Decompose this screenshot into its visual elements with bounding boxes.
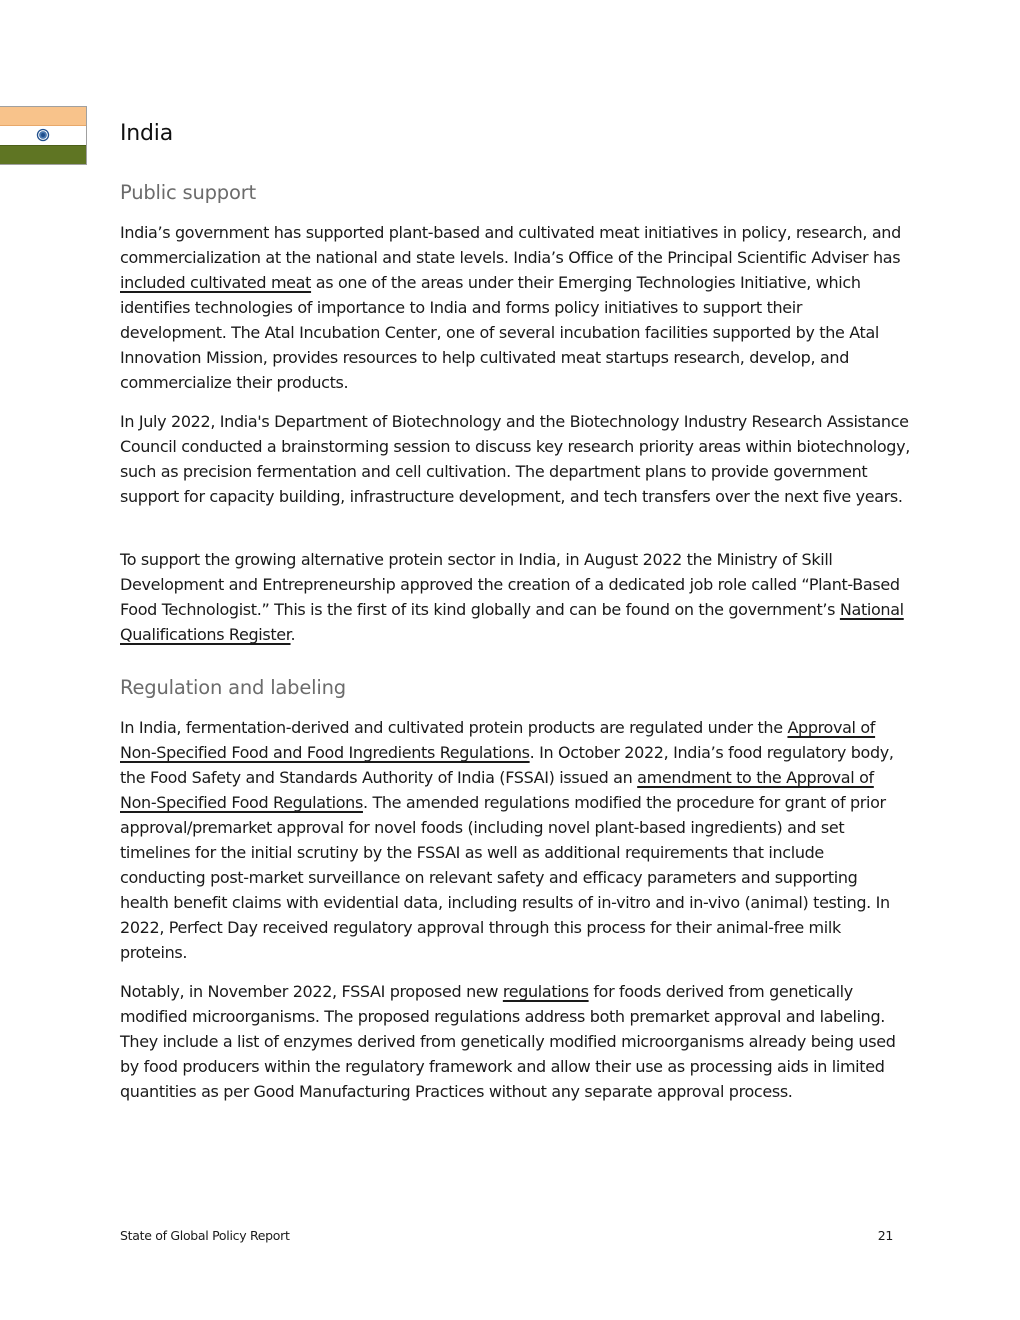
link-regulations[interactable]: regulations xyxy=(502,982,589,1001)
paragraph xyxy=(120,715,910,965)
india-flag-icon xyxy=(0,106,87,165)
link-approval-non-specified-food-regulations[interactable]: Approval of Non-Specified Food and Food Ingredients Regulations xyxy=(120,718,876,762)
page-title: India xyxy=(120,121,173,146)
paragraph-text: India’s government has supported plant-based and cultivated meat initiatives in policy, research, and commercialization at the national and state levels. India’s Office of the Principal Scientific Adviser has xyxy=(120,223,901,267)
link-amendment-approval-regulations[interactable]: amendment to the Approval of Non-Specified Food Regulations xyxy=(120,768,874,812)
flag-saffron-band xyxy=(0,107,86,126)
flag-white-band xyxy=(0,126,86,145)
section-heading-regulation-labeling: Regulation and labeling xyxy=(120,676,346,699)
link-national-qualifications-register[interactable]: National Qualifications Register xyxy=(120,600,904,644)
page-footer xyxy=(120,1228,893,1243)
paragraph-text: . In October 2022, India’s food regulatory body, the Food Safety and Standards Authority of India (FSSAI) issued an xyxy=(120,743,894,787)
section-heading-public-support: Public support xyxy=(120,181,256,204)
paragraph-text: In India, fermentation-derived and cultivated protein products are regulated under the xyxy=(120,718,788,737)
link-included-cultivated-meat[interactable]: included cultivated meat xyxy=(120,273,312,292)
paragraph-text: for foods derived from genetically modified microorganisms. The proposed regulations address both premarket approval and labeling. They include a list of enzymes derived from genetically modified microorganisms already being used by food producers within the regulatory framework and allow their use as processing aids in limited quantities as per Good Manufacturing Practices without any separate approval process. xyxy=(120,982,896,1101)
paragraph xyxy=(120,220,910,395)
paragraph-text: Notably, in November 2022, FSSAI proposed new xyxy=(120,982,503,1001)
paragraph-text: . xyxy=(290,625,296,644)
paragraph-text: . The amended regulations modified the procedure for grant of prior approval/premarket approval for novel foods (including novel plant-based ingredients) and set timelines for the initial scrutiny by the FSSAI as well as additional requirements that include conducting post-market surveillance on relevant safety and efficacy parameters and supporting health benefit claims with evidential data, including results of in-vitro and in-vivo (animal) testing. In 2022, Perfect Day received regulatory approval through this process for their animal-free milk proteins. xyxy=(120,793,890,962)
footer-report-name: State of Global Policy Report xyxy=(120,1228,290,1243)
ashoka-chakra-icon xyxy=(37,129,50,142)
paragraph-text: In July 2022, India's Department of Biotechnology and the Biotechnology Industry Research Assistance Council conducted a brainstorming session to discuss key research priority areas within biotechnology, such as precision fermentation and cell cultivation. The department plans to provide government support for capacity building, infrastructure development, and tech transfers over the next five years. xyxy=(120,412,910,506)
paragraph xyxy=(120,547,910,647)
flag-green-band xyxy=(0,145,86,164)
paragraph xyxy=(120,409,910,509)
paragraph-text: To support the growing alternative protein sector in India, in August 2022 the Ministry of Skill Development and Entrepreneurship approved the creation of a dedicated job role called “Plant-Based Food Technologist.” This is the first of its kind globally and can be found on the government’s xyxy=(120,550,900,619)
paragraph-text: as one of the areas under their Emerging Technologies Initiative, which identifies technologies of importance to India and forms policy initiatives to support their development. The Atal Incubation Center, one of several incubation facilities supported by the Atal Innovation Mission, provides resources to help cultivated meat startups research, develop, and commercialize their products. xyxy=(120,273,880,392)
paragraph xyxy=(120,979,910,1104)
footer-page-number: 21 xyxy=(877,1228,893,1243)
